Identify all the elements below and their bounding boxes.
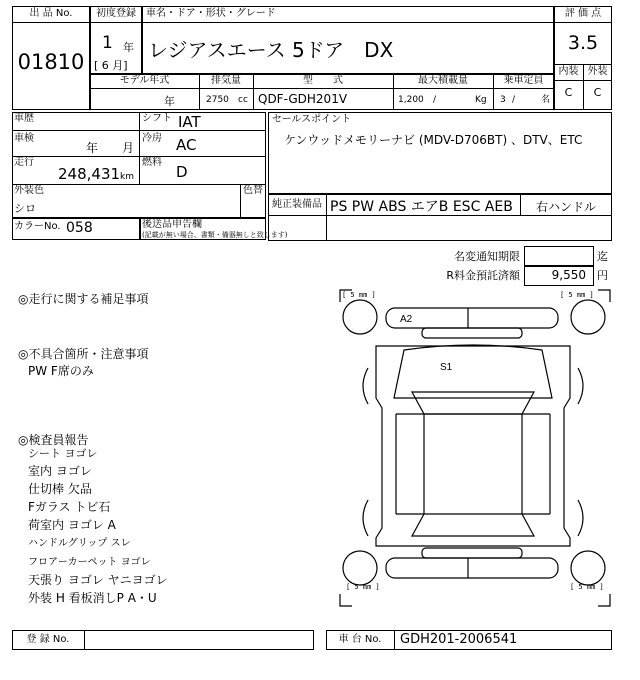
tire-tl-label: [ 5 mm ] <box>342 291 376 299</box>
sales-point-text: ケンウッドメモリーナビ (MDV-D706BT) 、DTV、ETC <box>284 133 583 147</box>
equipment-label: 純正装備品 <box>272 199 322 210</box>
mileage-unit: km <box>120 172 134 182</box>
inspection-month: 月 <box>122 141 135 155</box>
lot-label: 出 品 No. <box>29 8 73 19</box>
displacement-unit: cc <box>238 95 248 105</box>
handle-value: 右ハンドル <box>535 200 596 214</box>
inspector-item: 天張り ヨゴレ ヤニヨゴレ <box>28 573 168 587</box>
tire-front-left <box>343 300 377 334</box>
vehicle-diagram <box>338 288 612 608</box>
tire-bl-label: [ 5 mm ] <box>346 583 380 591</box>
mark-s1: S1 <box>440 362 453 373</box>
inspection-year: 年 <box>86 141 99 155</box>
exterior-label: 外装 <box>587 66 608 77</box>
notice-label: 名変通知期限 <box>454 250 520 263</box>
capacity-label: 乗車定員 <box>503 75 544 86</box>
mark-a2: A2 <box>400 314 413 325</box>
model-type-value: QDF-GDH201V <box>258 92 348 106</box>
displacement-value: 2750 <box>206 95 229 105</box>
inspector-item: フロアーカーペット ヨゴレ <box>28 557 151 568</box>
chassis-no-value: GDH201-2006541 <box>400 632 518 647</box>
color-value: シロ <box>14 202 36 215</box>
first-reg-year-unit: 年 <box>123 41 134 54</box>
grade-value: 3.5 <box>567 32 599 54</box>
color-label: 外装色 <box>14 185 44 196</box>
model-type-label: 型 式 <box>303 75 343 86</box>
inspector-item: 外装 H 看板消しP A・U <box>28 591 157 605</box>
shift-value: IAT <box>178 113 201 131</box>
car-name: レジアスエース 5ドア DX <box>148 38 394 62</box>
chassis-no-label: 車 台 No. <box>338 634 382 645</box>
aftermarket-label: 後送品申告欄 <box>142 219 202 230</box>
interior-label: 内装 <box>558 66 579 77</box>
defects-title: ◎不具合箇所・注意事項 <box>18 347 149 361</box>
mileage-label: 走行 <box>14 157 34 168</box>
model-year-label: モデル年式 <box>119 75 170 86</box>
notice-box <box>524 246 594 266</box>
inspector-item: 荷室内 ヨゴレ A <box>28 518 116 532</box>
fuel-value: D <box>176 163 188 181</box>
inspector-item: 室内 ヨゴレ <box>28 464 92 478</box>
exterior-grade: C <box>593 86 602 99</box>
history-label: 車歴 <box>14 113 34 124</box>
equipment-value: PS PW ABS エアB ESC AEB <box>330 199 513 215</box>
color-change-label: 色替 <box>243 185 263 196</box>
inspector-item: シート ヨゴレ <box>28 447 98 460</box>
max-load-label: 最大積載量 <box>418 75 468 86</box>
color-no-value: 058 <box>66 220 93 236</box>
tire-br-label: [ 5 mm ] <box>570 583 604 591</box>
first-reg-month: [ 6 月] <box>94 59 128 72</box>
ac-label: 冷房 <box>142 133 162 144</box>
sales-point-label: セールスポイント <box>272 114 352 125</box>
tire-rear-left <box>343 551 377 585</box>
inspector-item: 仕切棒 欠品 <box>28 482 92 496</box>
tire-tr-label: [ 5 mm ] <box>560 291 594 299</box>
tire-rear-right <box>571 551 605 585</box>
interior-grade: C <box>564 86 573 99</box>
inspector-item: ハンドルグリップ スレ <box>28 538 131 549</box>
capacity-value: 3 <box>500 95 506 105</box>
recycle-value: 9,550 <box>551 268 586 282</box>
lot-number: 01810 <box>17 50 85 74</box>
max-load-sep: / <box>433 95 437 105</box>
notice-unit: 迄 <box>597 250 608 263</box>
capacity-sep: / <box>512 95 516 105</box>
displacement-label: 排気量 <box>211 75 241 86</box>
supplement-title: ◎走行に関する補足事項 <box>18 292 149 306</box>
max-load-unit: Kg <box>475 95 487 105</box>
model-year-unit: 年 <box>164 95 175 108</box>
recycle-unit: 円 <box>597 269 608 282</box>
reg-no-label: 登 録 No. <box>26 634 70 645</box>
defects-text: PW F席のみ <box>28 364 94 378</box>
first-reg-year: 1 <box>102 33 113 53</box>
first-reg-label: 初度登録 <box>96 8 136 19</box>
mileage-value: 248,431 <box>58 165 121 183</box>
car-name-label: 車名・ドア・形状・グレード <box>146 8 276 19</box>
tire-front-right <box>571 300 605 334</box>
recycle-label: R料金預託済額 <box>446 269 520 282</box>
shift-label: シフト <box>142 113 172 124</box>
inspection-label: 車検 <box>14 133 34 144</box>
color-no-label: カラーNo. <box>14 221 61 232</box>
inspector-item: Fガラス トビ石 <box>28 500 111 514</box>
grade-label: 評 価 点 <box>564 8 602 19</box>
capacity-unit: 名 <box>541 95 551 105</box>
inspector-title: ◎検査員報告 <box>18 433 89 447</box>
max-load-value: 1,200 <box>398 95 424 105</box>
aftermarket-note: (記載が無い場合、書類・備器無しと致します) <box>142 231 288 239</box>
fuel-label: 燃料 <box>142 157 162 168</box>
ac-value: AC <box>176 136 197 154</box>
